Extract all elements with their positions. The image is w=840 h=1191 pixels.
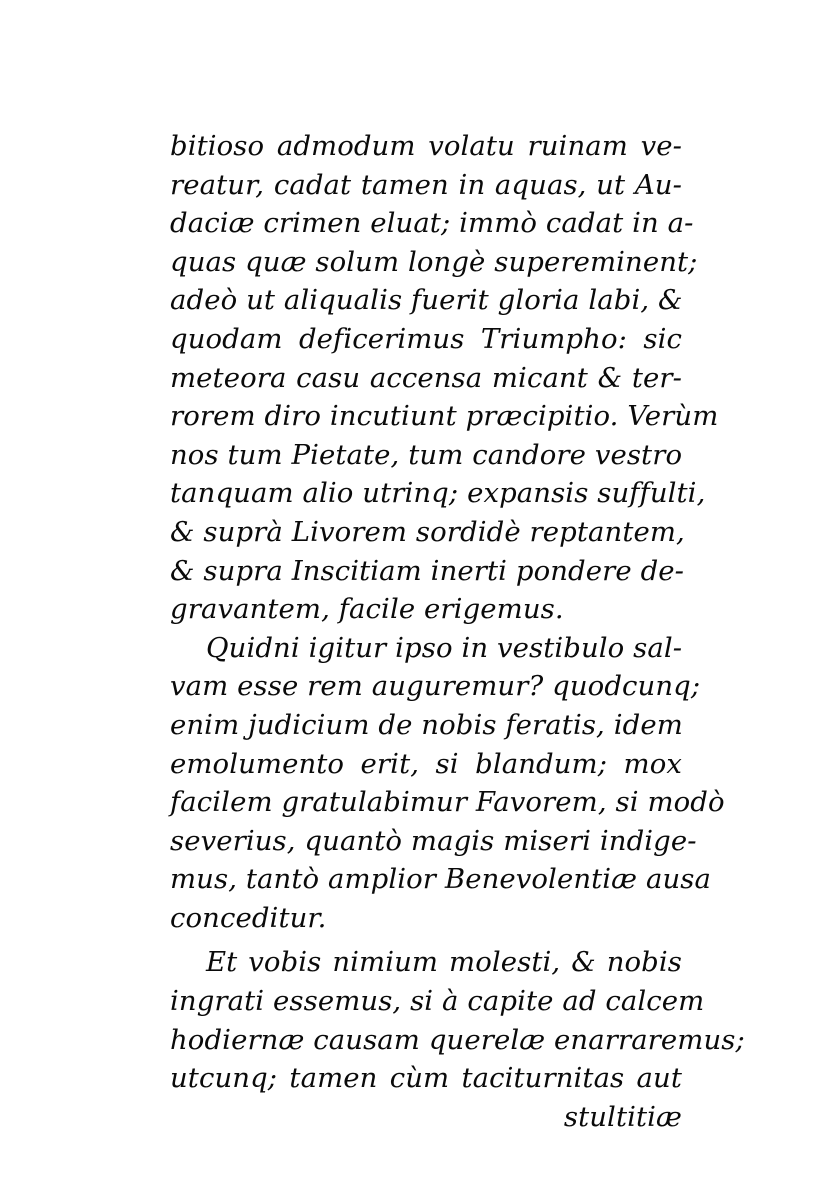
text-line: daciæ crimen eluat; immò cadat in a- xyxy=(170,207,694,240)
text-line: hodiernæ causam querelæ enarraremus; xyxy=(170,1023,745,1056)
text-line: severius, quantò magis miseri indige- xyxy=(170,824,697,857)
text-line: meteora casu accensa micant & ter- xyxy=(170,361,682,394)
text-line: vam esse rem auguremur? quodcunq; xyxy=(170,670,701,703)
text-line: facilem gratulabimur Favorem, si modò xyxy=(170,786,725,819)
text-line: gravantem, facile erigemus. xyxy=(170,593,564,626)
text-line: quodam deficerimus Triumpho: sic xyxy=(170,322,682,355)
text-line: nos tum Pietate, tum candore vestro xyxy=(170,438,683,471)
catchword: stultitiæ xyxy=(563,1100,682,1133)
paragraph-1 xyxy=(170,127,719,629)
text-line: enim judicium de nobis feratis, idem xyxy=(170,708,683,741)
text-line: Quidni igitur ipso in vestibulo sal- xyxy=(206,631,683,664)
text-line: bitioso admodum volatu ruinam ve- xyxy=(170,130,682,162)
paragraph-3 xyxy=(170,943,745,1097)
text-line: tanquam alio utrinq; expansis suffulti, xyxy=(170,477,706,510)
text-line: & suprà Livorem sordidè reptantem, xyxy=(170,515,685,548)
text-line: rorem diro incutiunt præcipitio. Verùm xyxy=(170,400,719,433)
text-line: reatur, cadat tamen in aquas, ut Au- xyxy=(170,168,682,201)
text-line: emolumento erit, si blandum; mox xyxy=(170,747,682,780)
text-line: Et vobis nimium molesti, & nobis xyxy=(206,946,682,979)
text-line: adeò ut aliqualis fuerit gloria labi, & xyxy=(170,284,683,317)
text-line: utcunq; tamen cùm taciturnitas aut xyxy=(170,1062,682,1095)
text-line: mus, tantò amplior Benevolentiæ ausa xyxy=(170,863,711,896)
paragraph-2 xyxy=(170,629,725,938)
text-line: ingrati essemus, si à capite ad calcem xyxy=(170,985,705,1018)
text-line: conceditur. xyxy=(170,901,327,934)
page-text xyxy=(170,127,745,1136)
text-line: quas quæ solum longè supereminent; xyxy=(170,245,698,278)
text-line: & supra Inscitiam inerti pondere de- xyxy=(170,554,685,587)
